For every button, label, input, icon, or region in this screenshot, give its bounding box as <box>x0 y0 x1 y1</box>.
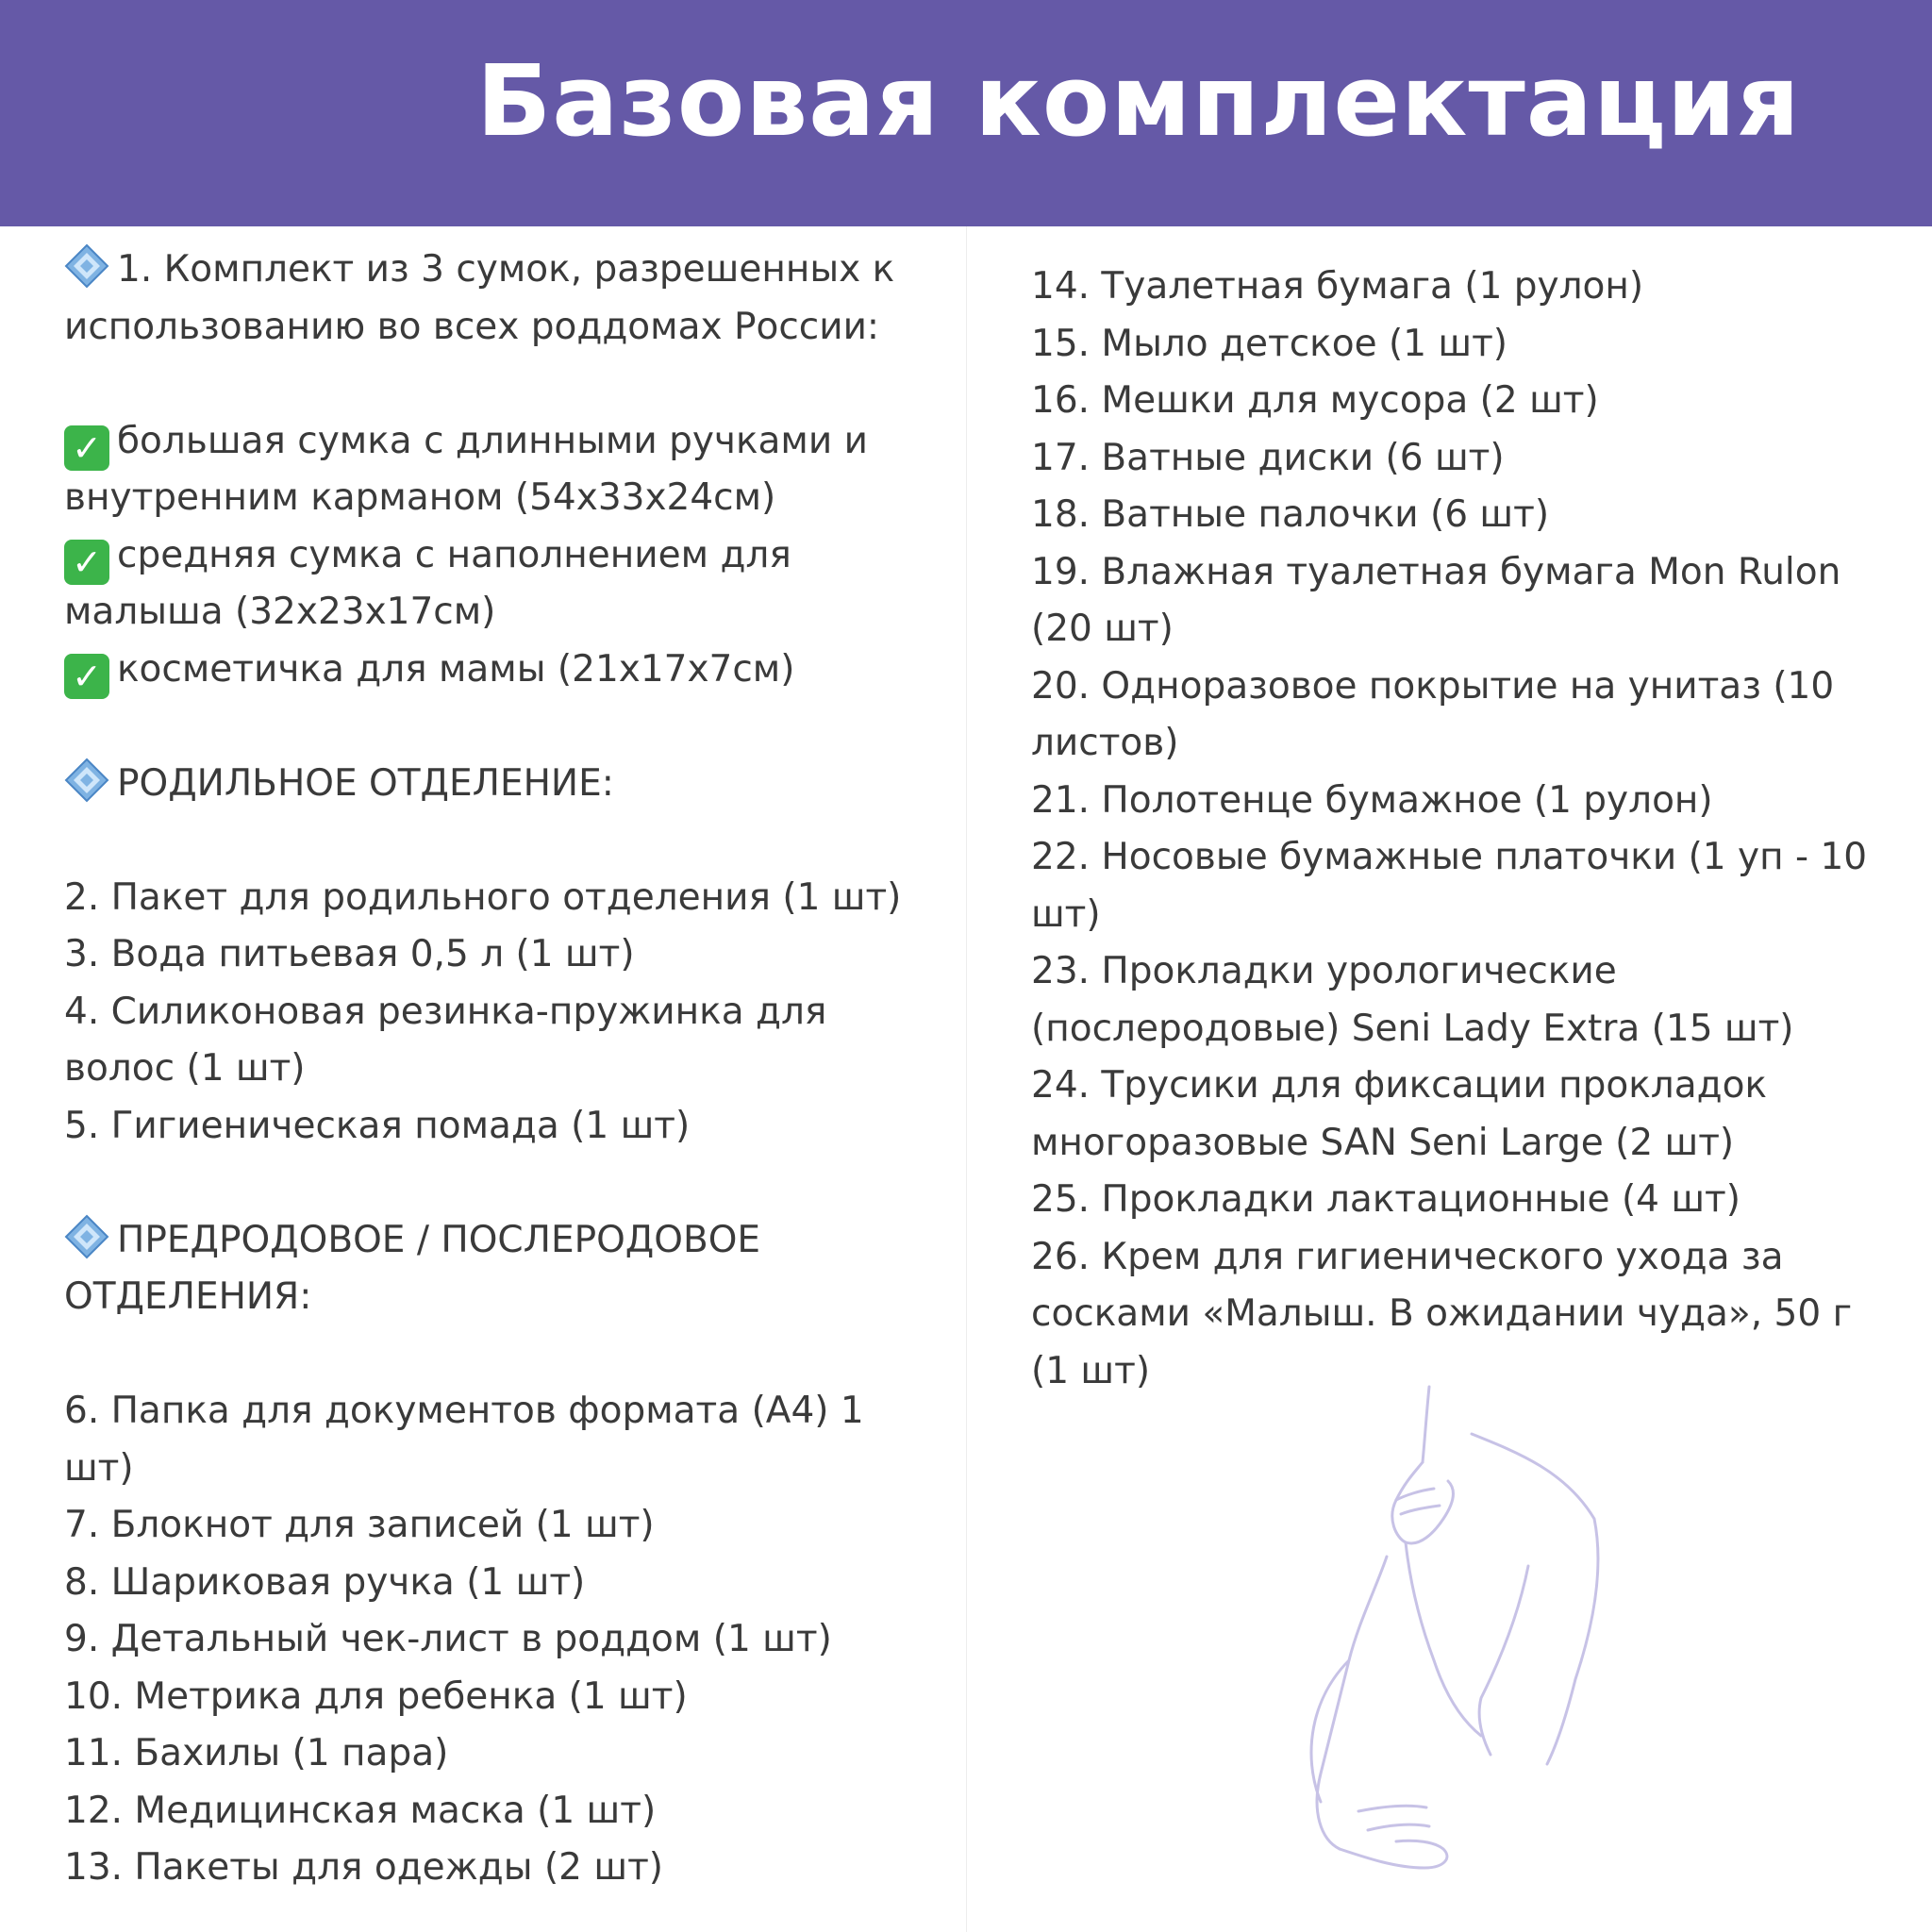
list-item: 20. Одноразовое покрытие на унитаз (10 <box>1031 664 1835 708</box>
list-item: 15. Мыло детское (1 шт) <box>1031 322 1508 365</box>
list-item: 19. Влажная туалетная бумага Mon Rulon <box>1031 550 1841 593</box>
list-item: 1. Комплект из 3 сумок, разрешенных к <box>64 242 913 299</box>
list-item: 4. Силиконовая резинка-пружинка для <box>64 990 827 1033</box>
list-item: 22. Носовые бумажные платочки (1 уп - 10 <box>1031 836 1868 878</box>
header-banner <box>0 0 1932 226</box>
left-column: 1. Комплект из 3 сумок, разрешенных к использованию во всех роддомах России: ✓ большая сумка с длинными ручками и внутренним карманом (54х33х24см) ✓ средняя сумка с наполнением для малыша (32х23х17см) ✓ косметичка для мамы (21х17х7см) РОДИЛЬНОЕ ОТДЕЛЕНИЕ: 2. Пакет для родильного отделения (1 шт) 3. Вода питьевая 0,5 л (1 шт) 4. Силиконовая резинка-пружинка для волос (1 шт) 5. Гигиеническая помада (1 шт) ПРЕДРОДОВОЕ / ПОСЛЕРОДОВОЕ ОТДЕЛЕНИЯ: 6. Папка для документов формата (А4) 1 шт) 7. Блокнот для записей (1 шт) 8. Шариковая ручка (1 шт) 9. Детальный чек-лист в роддом (1 шт) 10. Метрика для ребенка (1 шт) 11. Бахилы (1 пара) 12. Медицинская маска (1 шт) 13. Пакеты для одежды (2 шт) <box>64 242 913 1897</box>
list-item: 25. Прокладки лактационные (4 шт) <box>1031 1178 1740 1221</box>
check-mark-icon: ✓ <box>64 540 109 585</box>
list-item: 16. Мешки для мусора (2 шт) <box>1031 379 1599 422</box>
list-item: 14. Туалетная бумага (1 рулон) <box>1031 265 1644 308</box>
list-item: 7. Блокнот для записей (1 шт) <box>64 1504 655 1546</box>
check-mark-icon: ✓ <box>64 425 109 471</box>
section-heading: ПРЕДРОДОВОЕ / ПОСЛЕРОДОВОЕ <box>64 1212 913 1270</box>
pregnant-woman-line-art-icon <box>1255 1377 1632 1906</box>
blue-diamond-icon <box>64 758 109 803</box>
list-item: 5. Гигиеническая помада (1 шт) <box>64 1104 691 1147</box>
column-divider <box>966 226 967 1932</box>
list-item: 9. Детальный чек-лист в роддом (1 шт) <box>64 1618 832 1660</box>
list-item: 18. Ватные палочки (6 шт) <box>1031 493 1550 536</box>
list-item: 6. Папка для документов формата (А4) 1 <box>64 1390 864 1432</box>
list-item: 17. Ватные диски (6 шт) <box>1031 436 1505 479</box>
blue-diamond-icon <box>64 243 109 289</box>
list-item: 10. Метрика для ребенка (1 шт) <box>64 1674 688 1718</box>
list-item: 24. Трусики для фиксации прокладок <box>1031 1064 1768 1107</box>
blue-diamond-icon <box>64 1214 109 1259</box>
list-item: 21. Полотенце бумажное (1 рулон) <box>1031 778 1713 822</box>
page-title: Базовая комплектация <box>476 43 1801 158</box>
list-item: ✓ большая сумка с длинными ручками и <box>64 413 913 471</box>
list-item: 13. Пакеты для одежды (2 шт) <box>64 1846 664 1889</box>
list-item: 11. Бахилы (1 пара) <box>64 1732 449 1774</box>
section-heading: РОДИЛЬНОЕ ОТДЕЛЕНИЕ: <box>64 756 913 813</box>
list-item: ✓ косметичка для мамы (21х17х7см) <box>64 641 913 699</box>
list-item: 3. Вода питьевая 0,5 л (1 шт) <box>64 933 635 975</box>
list-item: 26. Крем для гигиенического ухода за <box>1031 1235 1784 1278</box>
list-item: ✓ средняя сумка с наполнением для <box>64 527 913 585</box>
list-item: 8. Шариковая ручка (1 шт) <box>64 1560 586 1604</box>
list-item: 23. Прокладки урологические <box>1031 950 1617 992</box>
list-item: 12. Медицинская маска (1 шт) <box>64 1789 657 1832</box>
check-mark-icon: ✓ <box>64 654 109 699</box>
right-column: 14. Туалетная бумага (1 рулон) 15. Мыло детское (1 шт) 16. Мешки для мусора (2 шт) 17. Ватные диски (6 шт) 18. Ватные палочки (6 шт) 19. Влажная туалетная бумага Mon Rulon (20 шт) 20. Одноразовое покрытие на унитаз (10 листов) 21. Полотенце бумажное (1 рулон) 22. Носовые бумажные платочки (1 уп - 10 шт) 23. Прокладки урологические (послеродовые) Seni Lady Extra (15 шт) 24. Трусики для фиксации прокладок многоразовые SAN Seni Large (2 шт) 25. Прокладки лактационные (4 шт) 26. Крем для гигиенического ухода за сосками «Малыш. В ожидании чуда», 50 г (1 шт) <box>1031 258 1871 1400</box>
list-item: 2. Пакет для родильного отделения (1 шт) <box>64 875 902 919</box>
